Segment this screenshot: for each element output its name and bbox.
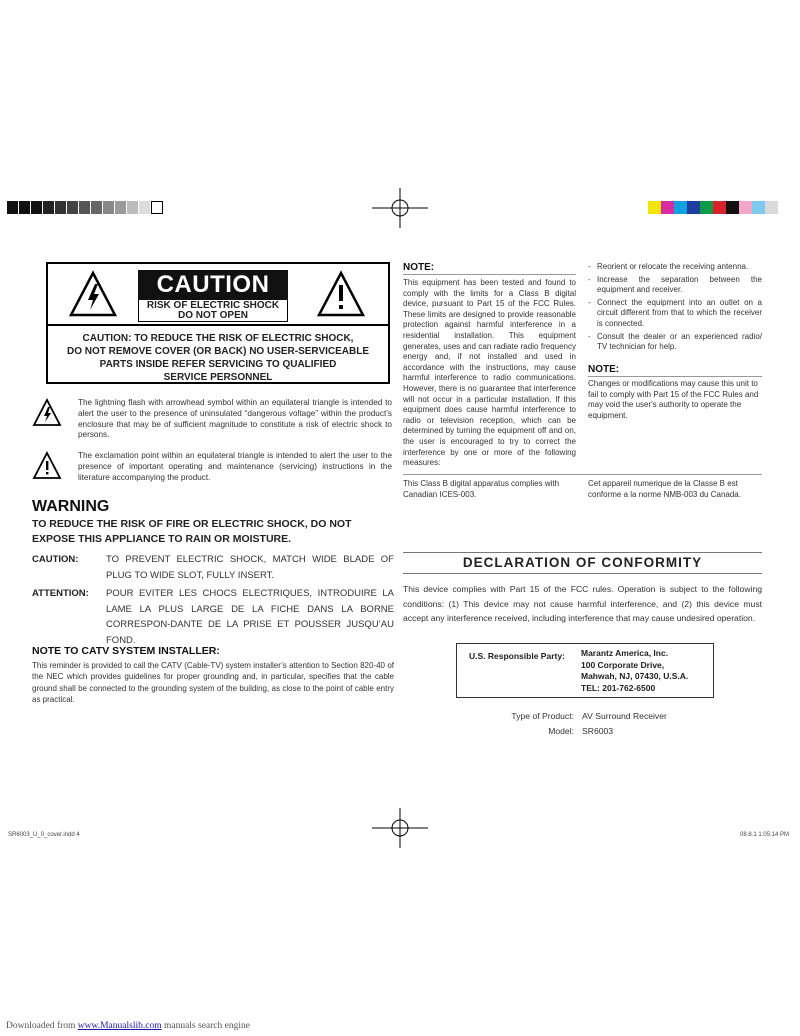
product-labels: Type of Product: Model: (511, 711, 574, 736)
color-swatch (726, 201, 739, 214)
gray-swatch (7, 201, 19, 214)
color-swatch (739, 201, 752, 214)
declaration-text: This device complies with Part 15 of the FCC rules. Operation is subject to the following conditions: (1) This device may not cause harmful interference, and (2) this device must accept any interference received, including interference that may cause undesired operation. (403, 584, 762, 624)
exclamation-warning-icon (316, 270, 366, 318)
list-item: - Consult the dealer or an experienced radio/ TV technician for help. (588, 332, 762, 353)
catv-heading: NOTE TO CATV SYSTEM INSTALLER: (32, 645, 220, 657)
changes-note-text: Changes or modifications may cause this unit to fail to comply with Part 15 of the FCC Rules and may void the user's authority to operate the equipment. (588, 379, 759, 420)
responsible-party-label: U.S. Responsible Party: (469, 651, 565, 661)
color-swatch (713, 201, 726, 214)
caution-label: CAUTION: (32, 554, 79, 565)
list-item: - Connect the equipment into an outlet on a circuit different from that to which the receiver is connected. (588, 298, 762, 330)
lightning-warning-icon (68, 270, 118, 318)
color-bar (648, 201, 778, 214)
lightning-warning-icon (32, 398, 62, 428)
responsible-party-address: Marantz America, Inc. 100 Corporate Drive, Mahwah, NJ, 07430, U.S.A. TEL: 201-762-6500 (581, 648, 689, 693)
exclamation-warning-icon (32, 451, 62, 481)
warning-heading: WARNING (32, 498, 110, 515)
color-swatch (661, 201, 674, 214)
registration-mark-icon (372, 808, 428, 848)
divider (403, 274, 576, 275)
attention-plug-text: POUR EVITER LES CHOCS ELECTRIQUES, INTRODUIRE LA LAME LA PLUS LARGE DE LA FICHE DANS LA BORNE CORRESPON-DANTE DE LA PRISE ET POUSSER JUSQU’AU FOND. (106, 588, 394, 646)
list-item: - Reorient or relocate the receiving antenna. (588, 262, 762, 273)
responsible-party-box (456, 643, 714, 698)
catv-text: This reminder is provided to call the CATV (Cable-TV) system installer’s attention to Section 820-40 of the NEC which provides guidelines for proper grounding and, in particular, specifies that the cable ground shall be connected to the grounding system of the building, as close to the point of cable entry as practical. (32, 661, 394, 704)
color-swatch (765, 201, 778, 214)
interference-measures-list (588, 262, 762, 355)
attention-plug-note (32, 586, 394, 648)
fcc-note-heading: NOTE: (403, 262, 435, 273)
color-swatch (648, 201, 661, 214)
lightning-explanation: The lightning flash with arrowhead symbol within an equilateral triangle is intended to alert the user to the presence of uninsulated “dangerous voltage” within the product’s enclosure that may be of sufficient magnitude to constitute a risk of electric shock to persons. (32, 398, 392, 441)
changes-note-heading: NOTE: (588, 364, 620, 375)
print-timestamp: 08.8.1 1:05:14 PM (740, 832, 790, 838)
gray-swatch (79, 201, 91, 214)
divider (588, 376, 762, 377)
gray-swatch (127, 201, 139, 214)
class-b-statement-fr: Cet appareil numerique de la Classe B est conforme a la norme NMB-003 du Canada. (588, 479, 741, 499)
file-slug: SR6003_U_0_cover.indd 4 (8, 832, 80, 838)
caution-instructions: CAUTION: TO REDUCE THE RISK OF ELECTRIC SHOCK, DO NOT REMOVE COVER (OR BACK) NO USER-SERVICEABLE PARTS INSIDE REFER SERVICING TO QUALIFIED SERVICE PERSONNEL (66, 333, 370, 383)
declaration-heading: DECLARATION OF CONFORMITY (403, 552, 762, 574)
gray-swatch (151, 201, 163, 214)
class-b-statement-en: This Class B digital apparatus complies with Canadian ICES-003. (403, 479, 560, 499)
gray-swatch (43, 201, 55, 214)
color-swatch (674, 201, 687, 214)
download-credit: Downloaded from www.Manualslib.com manuals search engine (6, 1021, 250, 1031)
fcc-note-text: This equipment has been tested and found to comply with the limits for a Class B digital device, pursuant to Part 15 of the FCC Rules. These limits are designed to provide reasonable protection against harmful interference in a residential installation. This equipment generates, uses and can radiate radio frequency energy and, if not installed and used in accordance with the instructions, may cause harmful interference to radio communications. However, there is no guarantee that interference will not occur in a particular installation. If this equipment does cause harmful interference to radio or television reception, which can be determined by turning the equipment off and on, the user is encouraged to try to correct the interference by one or more of the following measures: (403, 278, 576, 468)
warning-text: TO REDUCE THE RISK OF FIRE OR ELECTRIC SHOCK, DO NOT EXPOSE THIS APPLIANCE TO RAIN OR MOISTURE. (32, 518, 352, 545)
gray-swatch (19, 201, 31, 214)
gray-swatch (55, 201, 67, 214)
color-swatch (700, 201, 713, 214)
list-item: - Increase the separation between the equipment and receiver. (588, 275, 762, 296)
gray-swatch (31, 201, 43, 214)
caution-subtitle: RISK OF ELECTRIC SHOCK DO NOT OPEN (138, 300, 288, 322)
caution-plug-note (32, 552, 394, 583)
caution-title: CAUTION (138, 270, 288, 300)
grayscale-bar (7, 201, 163, 214)
gray-swatch (139, 201, 151, 214)
product-values: AV Surround Receiver SR6003 (582, 711, 667, 736)
exclamation-explanation: The exclamation point within an equilateral triangle is intended to alert the user to the presence of important operating and maintenance (servicing) instructions in the literature accompanying the product. (32, 451, 392, 483)
gray-swatch (115, 201, 127, 214)
manualslib-link[interactable]: www.Manualslib.com (77, 1021, 162, 1031)
divider (403, 474, 762, 475)
attention-label: ATTENTION: (32, 588, 89, 599)
caution-plug-text: TO PREVENT ELECTRIC SHOCK, MATCH WIDE BLADE OF PLUG TO WIDE SLOT, FULLY INSERT. (106, 554, 394, 581)
gray-swatch (67, 201, 79, 214)
registration-mark-icon (372, 188, 428, 228)
caution-box (46, 262, 390, 384)
gray-swatch (103, 201, 115, 214)
gray-swatch (91, 201, 103, 214)
color-swatch (752, 201, 765, 214)
color-swatch (687, 201, 700, 214)
